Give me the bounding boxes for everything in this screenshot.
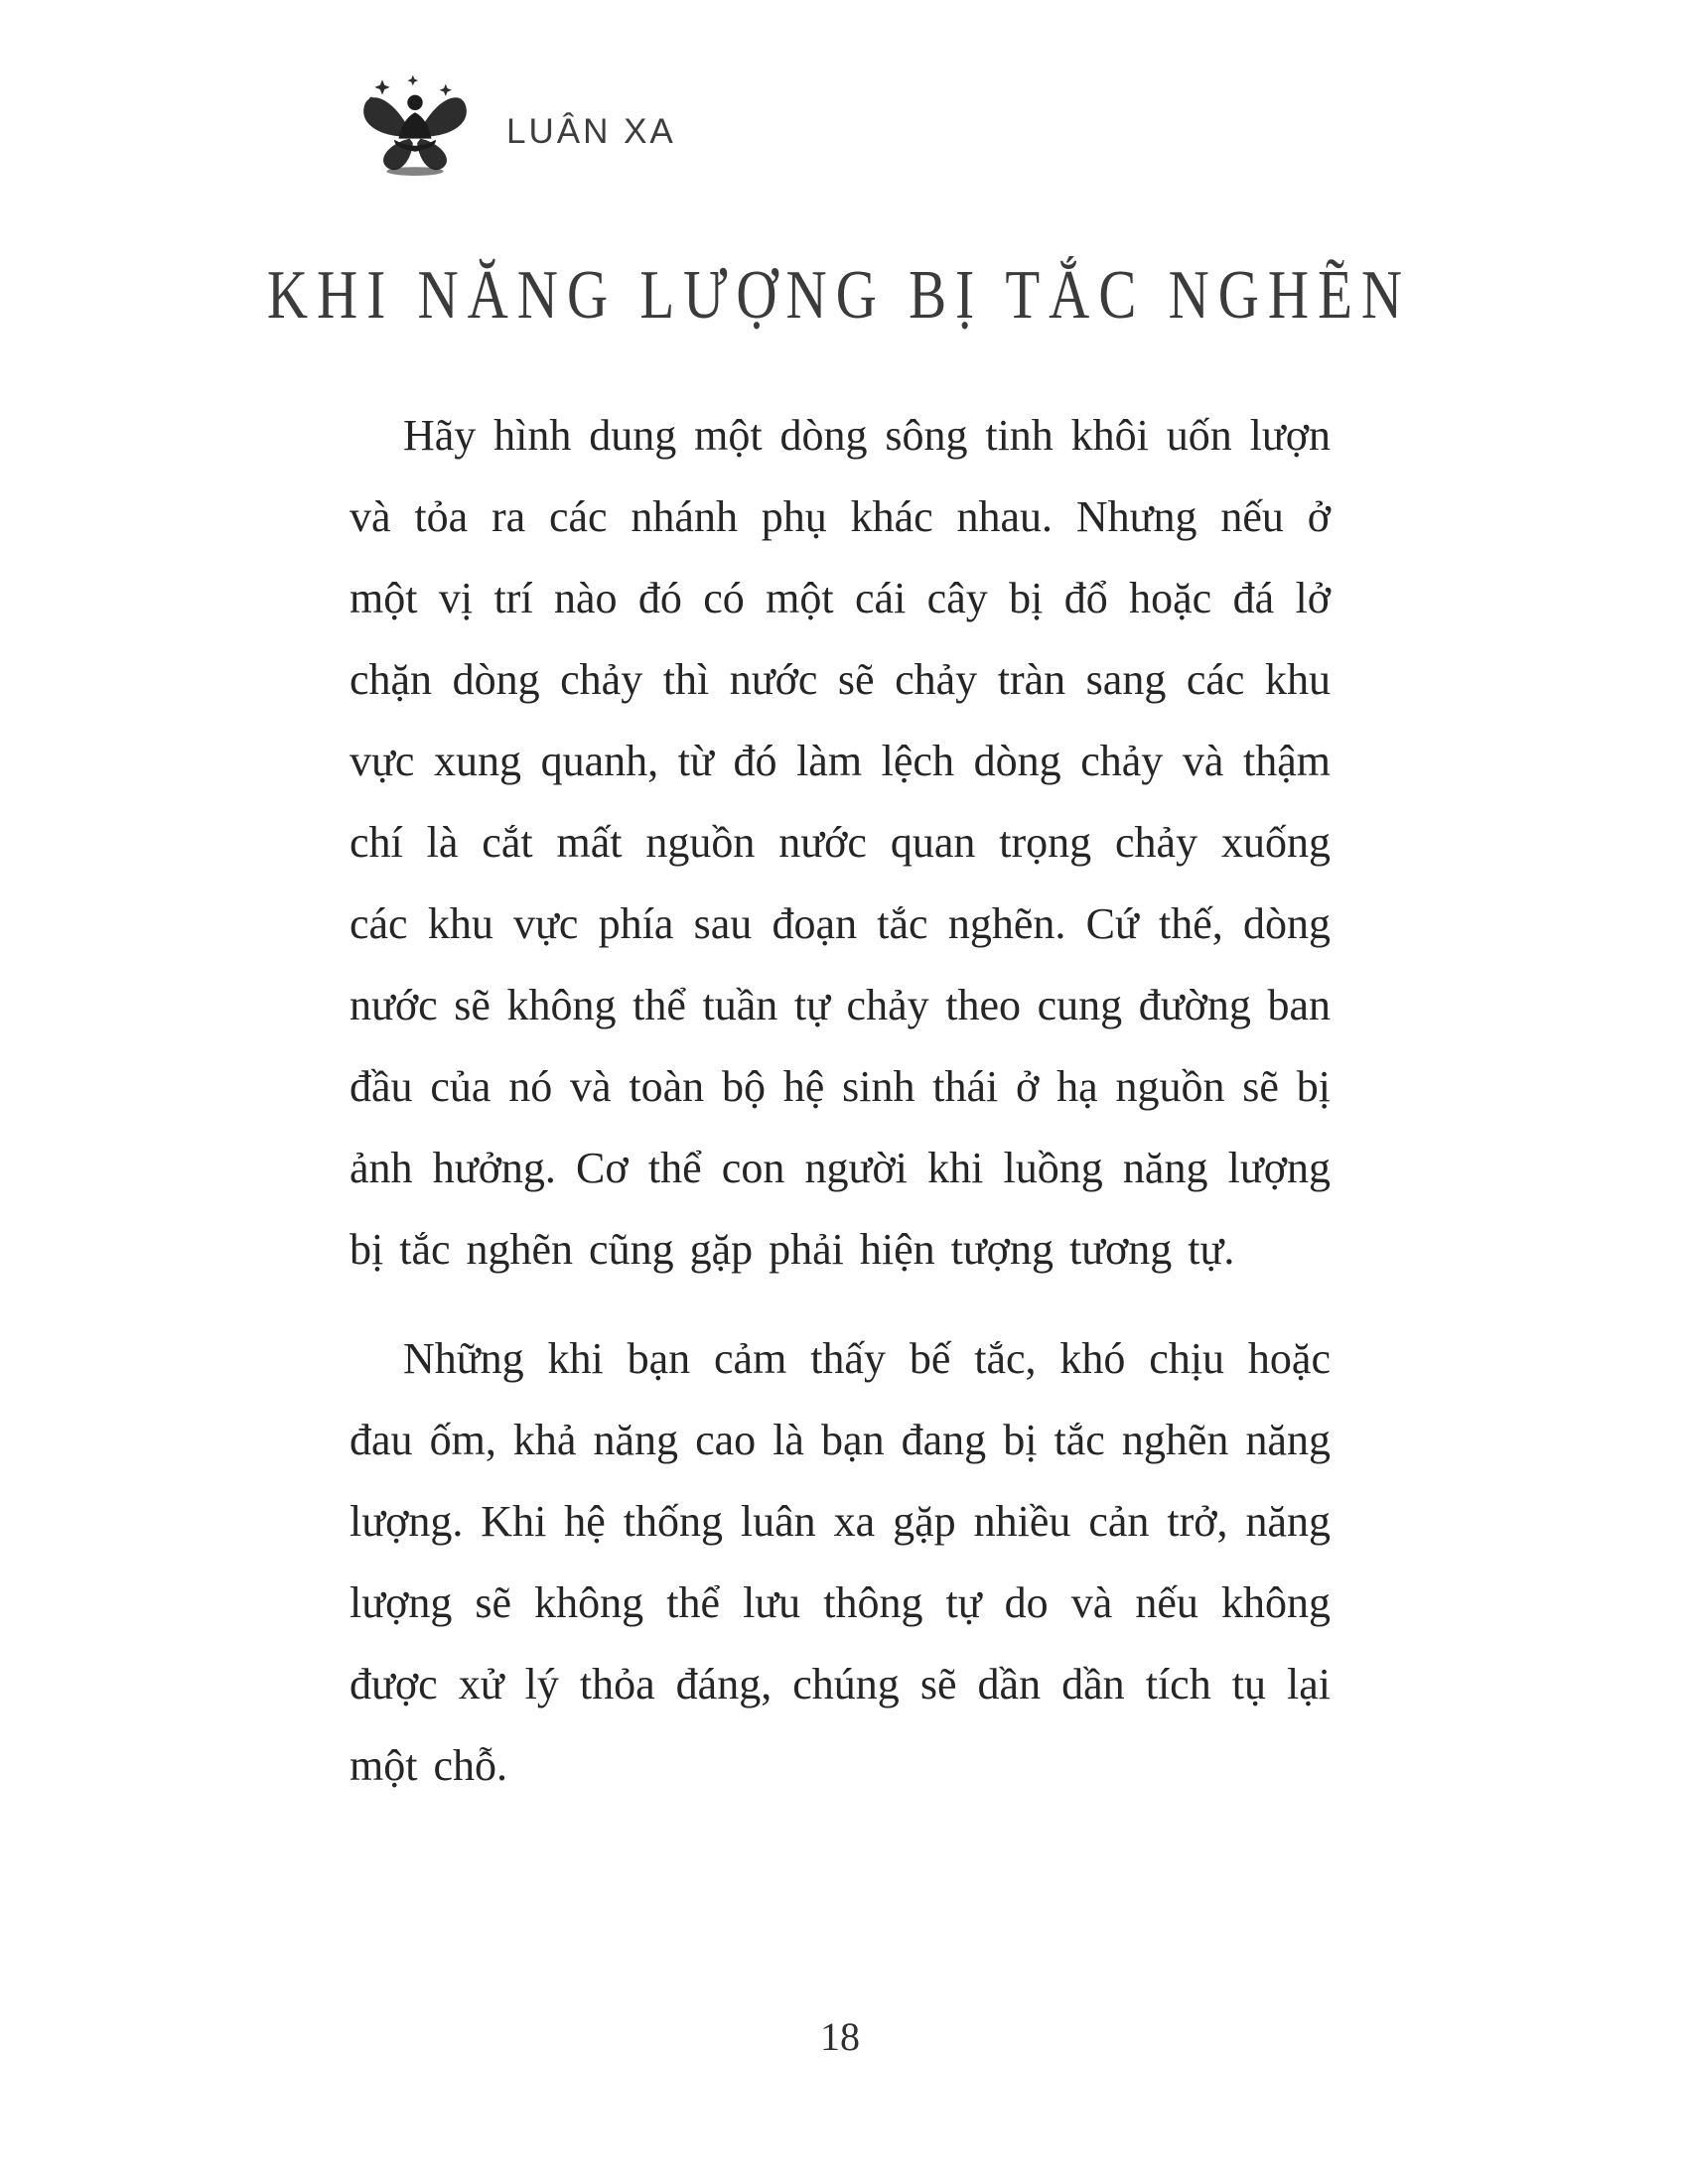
page-number: 18: [820, 2014, 860, 2059]
chapter-title: KHI NĂNG LƯỢNG BỊ TẮC NGHẼN: [266, 257, 1412, 335]
paragraph-2: Những khi bạn cảm thấy bế tắc, khó chịu hoặc đau ốm, khả năng cao là bạn đang bị tắc nghẽn năng lượng. Khi hệ thống luân xa gặp nhiều cản trở, năng lượng sẽ không thể lưu thông tự do và nếu không được xử lý thỏa đáng, chúng sẽ dần dần tích tụ lại một chỗ.: [350, 1334, 1331, 1790]
page-footer: [350, 2013, 1331, 2060]
body-text: [350, 395, 1331, 1835]
paragraph-1: Hãy hình dung một dòng sông tinh khôi uốn lượn và tỏa ra các nhánh phụ khác nhau. Nhưng nếu ở một vị trí nào đó có một cái cây bị đổ hoặc đá lở chặn dòng chảy thì nước sẽ chảy tràn sang các khu vực xung quanh, từ đó làm lệch dòng chảy và thậm chí là cắt mất nguồn nước quan trọng chảy xuống các khu vực phía sau đoạn tắc nghẽn. Cứ thế, dòng nước sẽ không thể tuần tự chảy theo cung đường ban đầu của nó và toàn bộ hệ sinh thái ở hạ nguồn sẽ bị ảnh hưởng. Cơ thể con người khi luồng năng lượng bị tắc nghẽn cũng gặp phải hiện tượng tương tự.: [350, 411, 1331, 1274]
page-header: [350, 66, 676, 199]
book-title: LUÂN XA: [506, 112, 676, 151]
butterfly-meditation-icon: [350, 66, 481, 199]
